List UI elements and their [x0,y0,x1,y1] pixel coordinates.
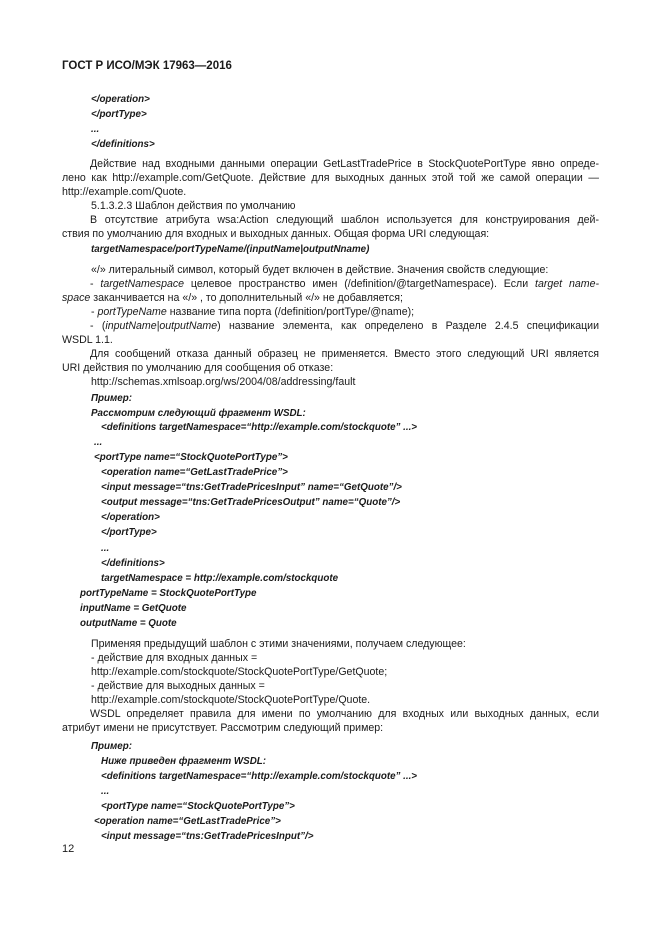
code-line: <operation name=“GetLastTradePrice”> [101,467,288,478]
code-line: <definitions targetNamespace=“http://example.com/stockquote” ...> [101,771,418,782]
paragraph-line: Применяя предыдущий шаблон с этими значениями, получаем следующее: [91,638,466,650]
code-line: </portType> [101,527,157,538]
text: заканчивается на «/» , то дополнительный «/» не добавляется; [90,292,403,304]
paragraph-line: лено как http://example.com/GetQuote. Действие для выходных данных этой той же самой операции — [62,172,599,184]
paragraph-line: атрибут имени не присутствует. Рассмотрим следующий пример: [62,722,384,734]
list-item: - действие для выходных данных = [91,680,265,692]
example-label: Пример: [91,393,132,404]
text: название типа порта (/definition/portType/@name); [166,306,415,318]
term: portTypeName [97,306,167,318]
term: space [62,292,91,304]
paragraph-line: Для сообщений отказа данный образец не применяется. Вместо этого следующий URI является [90,348,599,360]
code-line: <portType name=“StockQuotePortType”> [101,801,295,812]
uri-line: http://example.com/stockquote/StockQuotePortType/GetQuote; [91,666,388,678]
list-item [91,305,414,319]
code-line: inputName = GetQuote [80,603,187,614]
code-line: ... [101,543,110,554]
dash: - [90,278,101,290]
paragraph-line: URI действия по умолчанию для сообщения об отказе: [62,362,334,374]
term: inputName|outputName [105,320,218,332]
code-line: ... [101,786,110,797]
code-line: <definitions targetNamespace=“http://example.com/stockquote” ...> [101,422,418,433]
code-line: <input message=“tns:GetTradePricesInput” name=“GetQuote”/> [101,482,402,493]
paragraph-line: В отсутствие атрибута wsa:Action следующий шаблон используется для конструирования дей- [90,214,599,226]
paragraph-line: ствия по умолчанию для входных и выходных данных. Общая форма URI следующая: [62,228,490,240]
document-header: ГОСТ Р ИСО/МЭК 17963—2016 [62,60,232,72]
code-line: ... [91,124,100,135]
term: targetNamespace [100,278,185,290]
code-line: <output message=“tns:GetTradePricesOutput” name=“Quote”/> [101,497,401,508]
code-line: <portType name=“StockQuotePortType”> [94,452,288,463]
code-line: </operation> [101,512,160,523]
uri-template: targetNamespace/portTypeName/(inputName|outputNname) [91,244,370,255]
page-number: 12 [62,843,75,855]
paragraph-line: WSDL определяет правила для имени по умолчанию для входных или выходных данных, если [90,708,599,720]
list-item-continuation: WSDL 1.1. [62,334,113,346]
text: ) название элемента, как определено в Разделе 2.4.5 спецификации [217,320,599,332]
code-line: </definitions> [91,139,155,150]
code-line: targetNamespace = http://example.com/stockquote [101,573,339,584]
paragraph-line: http://example.com/Quote. [62,186,187,198]
example-intro: Рассмотрим следующий фрагмент WSDL: [91,408,306,419]
dash: - [91,306,98,318]
paragraph-line: Действие над входными данными операции GetLastTradePrice в StockQuotePortType явно опреде- [90,158,599,170]
code-line: <input message=“tns:GetTradePricesInput”/> [101,831,314,842]
text: - ( [90,320,106,332]
list-item-continuation [62,291,403,305]
code-line: </definitions> [101,558,165,569]
section-heading: 5.1.3.2.3 Шаблон действия по умолчанию [91,200,296,212]
code-line: ... [94,437,103,448]
fault-uri: http://schemas.xmlsoap.org/ws/2004/08/addressing/fault [91,376,356,388]
example-label: Пример: [91,741,132,752]
list-item [62,319,599,333]
list-item: - действие для входных данных = [91,652,258,664]
list-item [62,277,599,291]
uri-line: http://example.com/stockquote/StockQuotePortType/Quote. [91,694,371,706]
term: target name- [535,278,599,290]
example-intro: Ниже приведен фрагмент WSDL: [101,756,267,767]
code-line: </operation> [91,94,150,105]
code-line: outputName = Quote [80,618,177,629]
paragraph-line: «/» литеральный символ, который будет включен в действие. Значения свойств следующие: [91,264,549,276]
text: целевое пространство имен (/definition/@targetNamespace). Если [184,278,535,290]
code-line: portTypeName = StockQuotePortType [80,588,257,599]
code-line: </portType> [91,109,147,120]
code-line: <operation name=“GetLastTradePrice”> [94,816,281,827]
